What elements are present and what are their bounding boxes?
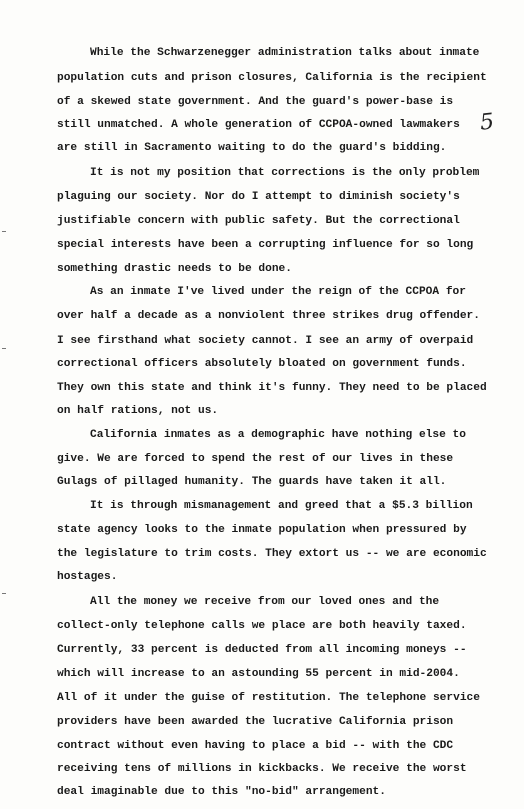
text-line: It is not my position that corrections is the only problem	[90, 167, 480, 179]
text-line: on half rations, not us.	[57, 405, 219, 417]
text-line: I see firsthand what society cannot. I see an army of overpaid	[57, 335, 474, 347]
text-line: All the money we receive from our loved ones and the	[90, 596, 440, 608]
text-line: receiving tens of millions in kickbacks. We receive the worst	[57, 763, 467, 775]
text-line: All of it under the guise of restitution. The telephone service	[57, 692, 480, 704]
text-line: correctional officers absolutely bloated on government funds.	[57, 358, 467, 370]
handwritten-page-number: 5	[478, 109, 496, 136]
text-line: population cuts and prison closures, California is the recipient	[57, 72, 487, 84]
text-line: Gulags of pillaged humanity. The guards have taken it all.	[57, 476, 447, 488]
margin-mark	[2, 348, 6, 349]
text-line: hostages.	[57, 571, 118, 583]
text-line: collect-only telephone calls we place are both heavily taxed.	[57, 620, 467, 632]
margin-mark	[2, 231, 6, 232]
text-line: something drastic needs to be done.	[57, 263, 292, 275]
text-line: contract without even having to place a bid -- with the CDC	[57, 740, 454, 752]
text-line: give. We are forced to spend the rest of our lives in these	[57, 453, 454, 465]
text-line: deal imaginable due to this "no-bid" arrangement.	[57, 786, 386, 798]
text-line: Currently, 33 percent is deducted from all incoming moneys --	[57, 644, 467, 656]
text-line: While the Schwarzenegger administration talks about inmate	[90, 47, 480, 59]
text-line: the legislature to trim costs. They extort us -- we are economic	[57, 548, 487, 560]
text-line: plaguing our society. Nor do I attempt to diminish society's	[57, 191, 460, 203]
text-line: still unmatched. A whole generation of CCPOA-owned lawmakers	[57, 119, 460, 131]
text-line: are still in Sacramento waiting to do the guard's bidding.	[57, 142, 447, 154]
text-line: As an inmate I've lived under the reign of the CCPOA for	[90, 286, 466, 298]
text-line: special interests have been a corrupting influence for so long	[57, 239, 474, 251]
text-line: California inmates as a demographic have nothing else to	[90, 429, 466, 441]
text-line: which will increase to an astounding 55 percent in mid-2004.	[57, 668, 460, 680]
text-line: state agency looks to the inmate population when pressured by	[57, 524, 467, 536]
text-line: It is through mismanagement and greed that a $5.3 billion	[90, 500, 473, 512]
text-line: They own this state and think it's funny. They need to be placed	[57, 382, 487, 394]
text-line: over half a decade as a nonviolent three strikes drug offender.	[57, 310, 480, 322]
margin-mark	[2, 593, 6, 594]
text-line: justifiable concern with public safety. But the correctional	[57, 215, 460, 227]
text-line: providers have been awarded the lucrative California prison	[57, 716, 454, 728]
text-line: of a skewed state government. And the guard's power-base is	[57, 96, 454, 108]
